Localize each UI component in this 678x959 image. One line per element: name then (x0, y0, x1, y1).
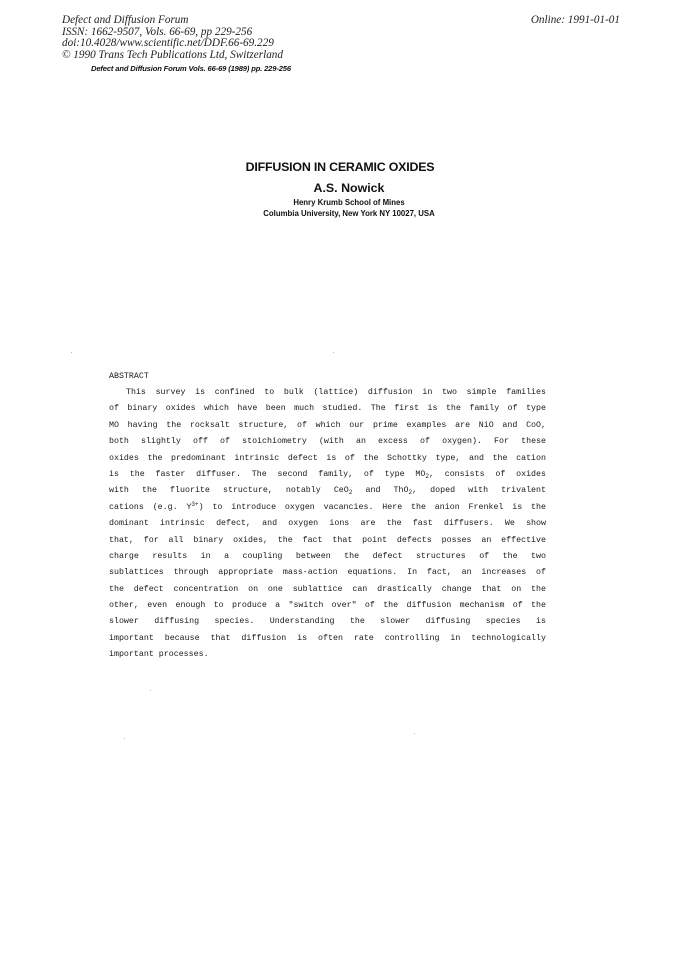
abstract-line: that, for all binary oxides, the fact that point defects posses an effective (109, 535, 546, 545)
abstract-line: important because that diffusion is often rate controlling in technologically (109, 633, 546, 643)
abstract-text: is the faster diffuser. The second family, of type MO (109, 469, 426, 479)
abstract-line: other, even enough to produce a "switch over" of the diffusion mechanism of the (109, 601, 546, 611)
subscript: 2 (348, 489, 353, 497)
abstract-line: of binary oxides which have been much studied. The first is the family of type (109, 404, 546, 414)
abstract-text: , doped with trivalent (412, 486, 546, 496)
abstract-line: dominant intrinsic defect, and oxygen ions are the fast diffusers. We show (109, 519, 546, 529)
title-block (0, 160, 678, 219)
abstract-line: charge results in a coupling between the defect structures of the two (109, 551, 546, 561)
scan-speck (71, 352, 72, 353)
affiliation-university: Columbia University, New York NY 10027, USA (263, 208, 435, 218)
issn-volume-pages: ISSN: 1662-9507, Vols. 66-69, pp 229-256 (62, 25, 253, 38)
abstract-line: oxides the predominant intrinsic defect is of the Schottky type, and the cation (109, 453, 546, 463)
subscript: 2 (408, 489, 413, 497)
author-name: A.S. Nowick (313, 181, 385, 195)
scan-speck (414, 733, 415, 734)
scan-speck (150, 690, 151, 691)
abstract-text: and ThO (352, 486, 409, 496)
abstract-heading: ABSTRACT (109, 372, 149, 381)
journal-metadata-block (62, 15, 283, 61)
scan-speck (333, 352, 334, 353)
abstract-line: slower diffusing species. Understanding the slower diffusing species is (109, 617, 546, 627)
abstract-text: , consists of oxides (428, 469, 546, 479)
subscript: 2 (425, 472, 429, 480)
abstract-text: with the fluorite structure, notably CeO (109, 486, 349, 496)
abstract-line: sublattices through appropriate mass-action equations. In fact, an increases of (109, 568, 546, 578)
abstract (109, 369, 546, 664)
abstract-line: both slightly off of stoichiometry (with an excess of oxygen). For these (109, 437, 546, 447)
abstract-line (109, 483, 546, 499)
abstract-line: MO having the rocksalt structure, of which our prime examples are NiO and CoO, (109, 420, 546, 430)
copyright-line: © 1990 Trans Tech Publications Ltd, Switzerland (62, 48, 283, 61)
superscript: 3+ (191, 500, 199, 508)
abstract-line (109, 500, 546, 516)
online-date: Online: 1991-01-01 (530, 14, 620, 26)
scan-speck (124, 738, 125, 739)
abstract-text: cations (e.g. Y (109, 502, 192, 512)
doi-line: doi:10.4028/www.scientific.net/DDF.66-69.229 (62, 37, 274, 50)
paper-title: DIFFUSION IN CERAMIC OXIDES (245, 160, 435, 174)
abstract-line: This survey is confined to bulk (lattice) diffusion in two simple families (126, 388, 546, 397)
abstract-line (109, 467, 546, 483)
affiliation-school: Henry Krumb School of Mines (293, 198, 405, 207)
abstract-line: the defect concentration on one sublattice can drastically change that on the (109, 584, 546, 594)
running-head: Defect and Diffusion Forum Vols. 66-69 (1989) pp. 229-256 (91, 64, 291, 73)
abstract-line: important processes. (109, 650, 209, 660)
abstract-text: ) to introduce oxygen vacancies. Here the anion Frenkel is the (198, 502, 546, 512)
journal-name: Defect and Diffusion Forum (62, 14, 189, 26)
